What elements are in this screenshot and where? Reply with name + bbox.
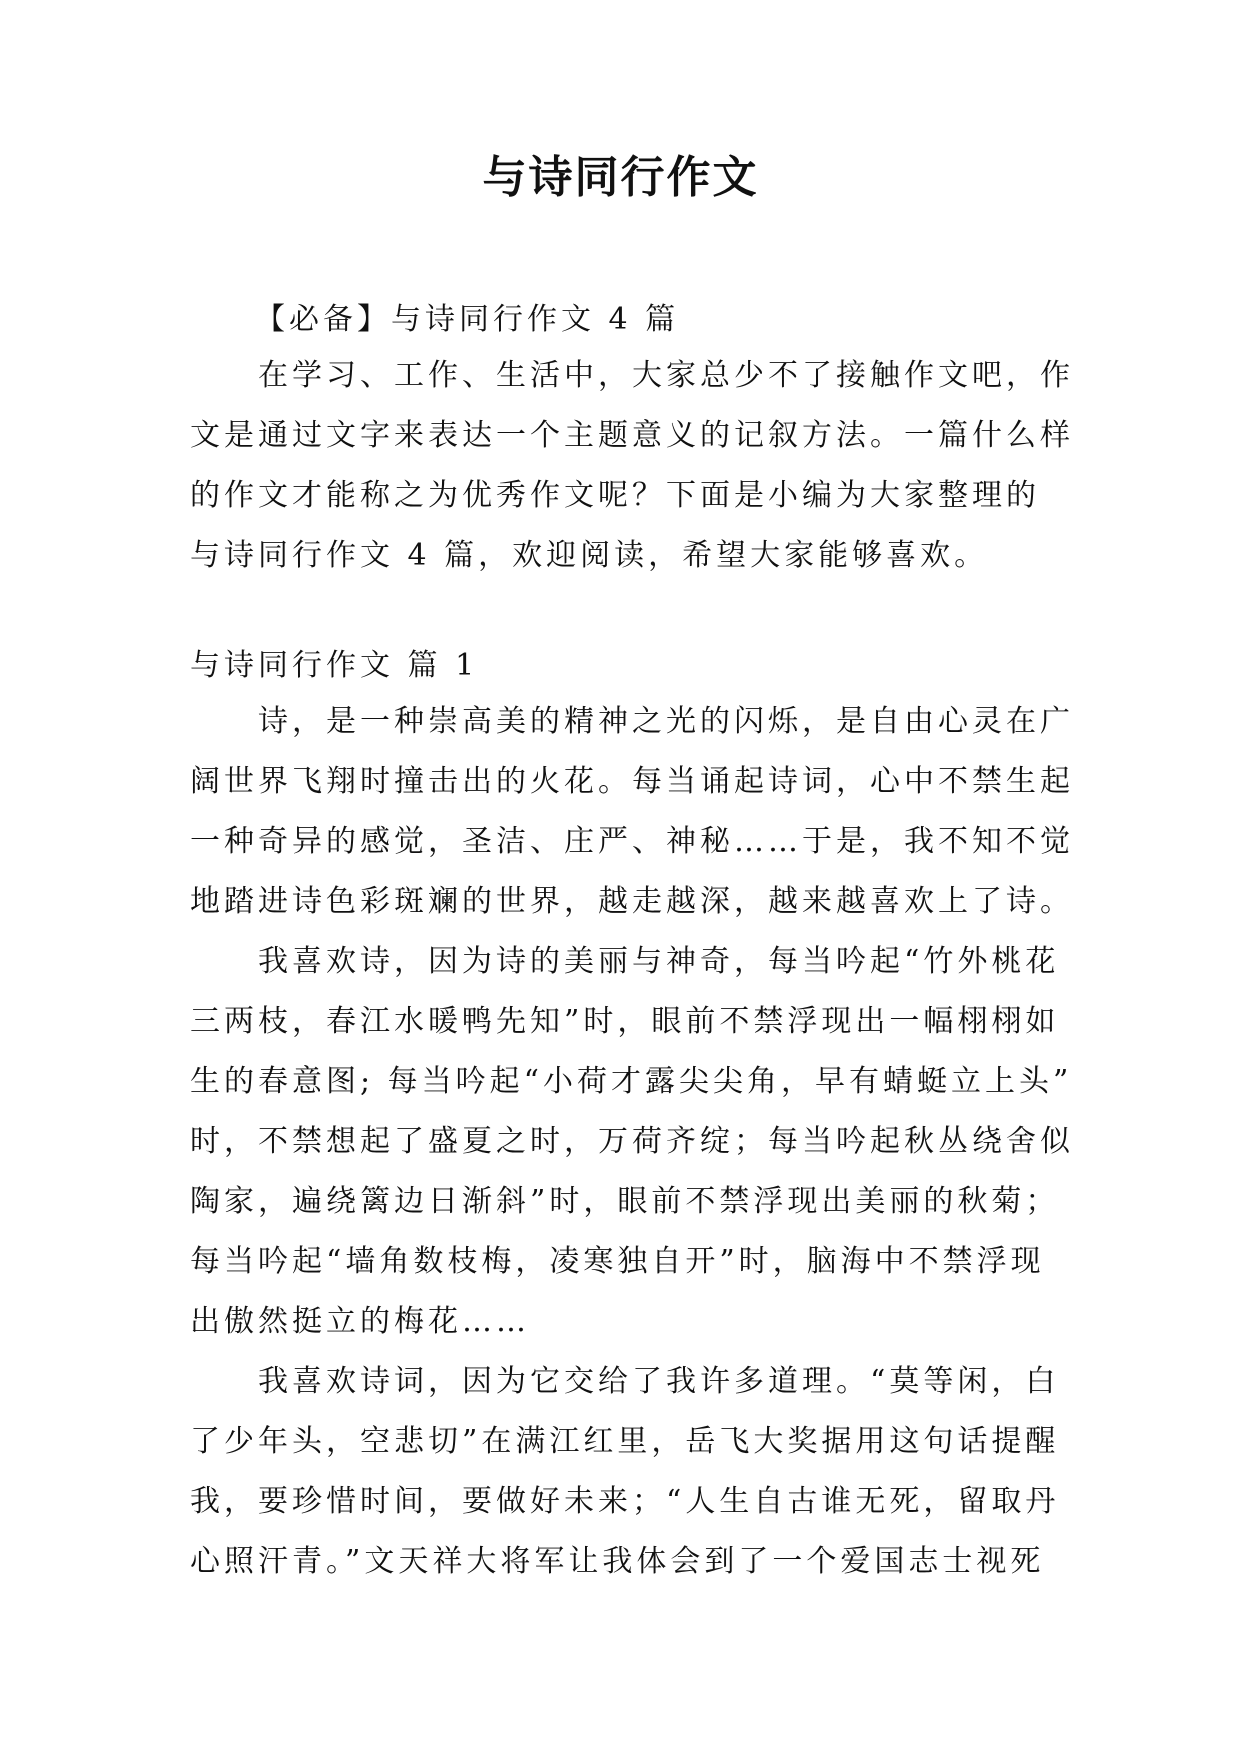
intro-line: 与诗同行作文 4 篇，欢迎阅读，希望大家能够喜欢。 <box>190 538 989 573</box>
intro-paragraph <box>190 346 1074 586</box>
essay-line: 诗，是一种崇高美的精神之光的闪烁，是自由心灵在广 <box>258 704 1074 739</box>
essay-line: 出傲然挺立的梅花…… <box>190 1304 530 1339</box>
essay-line: 阔世界飞翔时撞击出的火花。每当诵起诗词，心中不禁生起 <box>190 764 1074 799</box>
essay-line: 一种奇异的感觉，圣洁、庄严、神秘……于是，我不知不觉 <box>190 824 1074 859</box>
essay-body <box>190 692 1074 1592</box>
essay-line: 我喜欢诗，因为诗的美丽与神奇，每当吟起“竹外桃花 <box>258 944 1060 979</box>
essay-line: 了少年头，空悲切”在满江红里，岳飞大奖据用这句话提醒 <box>190 1424 1060 1459</box>
essay-line: 时，不禁想起了盛夏之时，万荷齐绽；每当吟起秋丛绕舍似 <box>190 1124 1074 1159</box>
essay-line: 三两枝，春江水暖鸭先知”时，眼前不禁浮现出一幅栩栩如 <box>190 1004 1060 1039</box>
section-heading: 与诗同行作文 篇 1 <box>190 648 479 683</box>
essay-line: 地踏进诗色彩斑斓的世界，越走越深，越来越喜欢上了诗。 <box>190 884 1074 919</box>
essay-line: 我，要珍惜时间，要做好未来；“人生自古谁无死，留取丹 <box>190 1484 1060 1519</box>
essay-line: 生的春意图; 每当吟起“小荷才露尖尖角，早有蜻蜓立上头” <box>190 1064 1073 1099</box>
intro-line: 在学习、工作、生活中，大家总少不了接触作文吧，作 <box>258 358 1074 393</box>
intro-line: 文是通过文字来表达一个主题意义的记叙方法。一篇什么样 <box>190 418 1074 453</box>
essay-line: 我喜欢诗词，因为它交给了我许多道理。“莫等闲，白 <box>258 1364 1060 1399</box>
essay-line: 每当吟起“墙角数枝梅，凌寒独自开”时，脑海中不禁浮现 <box>190 1244 1045 1279</box>
document-subtitle: 【必备】与诗同行作文 4 篇 <box>255 302 680 337</box>
document-title: 与诗同行作文 <box>482 152 759 203</box>
intro-line: 的作文才能称之为优秀作文呢？下面是小编为大家整理的 <box>190 478 1040 513</box>
essay-line: 陶家，遍绕篱边日渐斜”时，眼前不禁浮现出美丽的秋菊； <box>190 1184 1060 1219</box>
essay-line: 心照汗青。”文天祥大将军让我体会到了一个爱国志士视死 <box>190 1544 1045 1579</box>
